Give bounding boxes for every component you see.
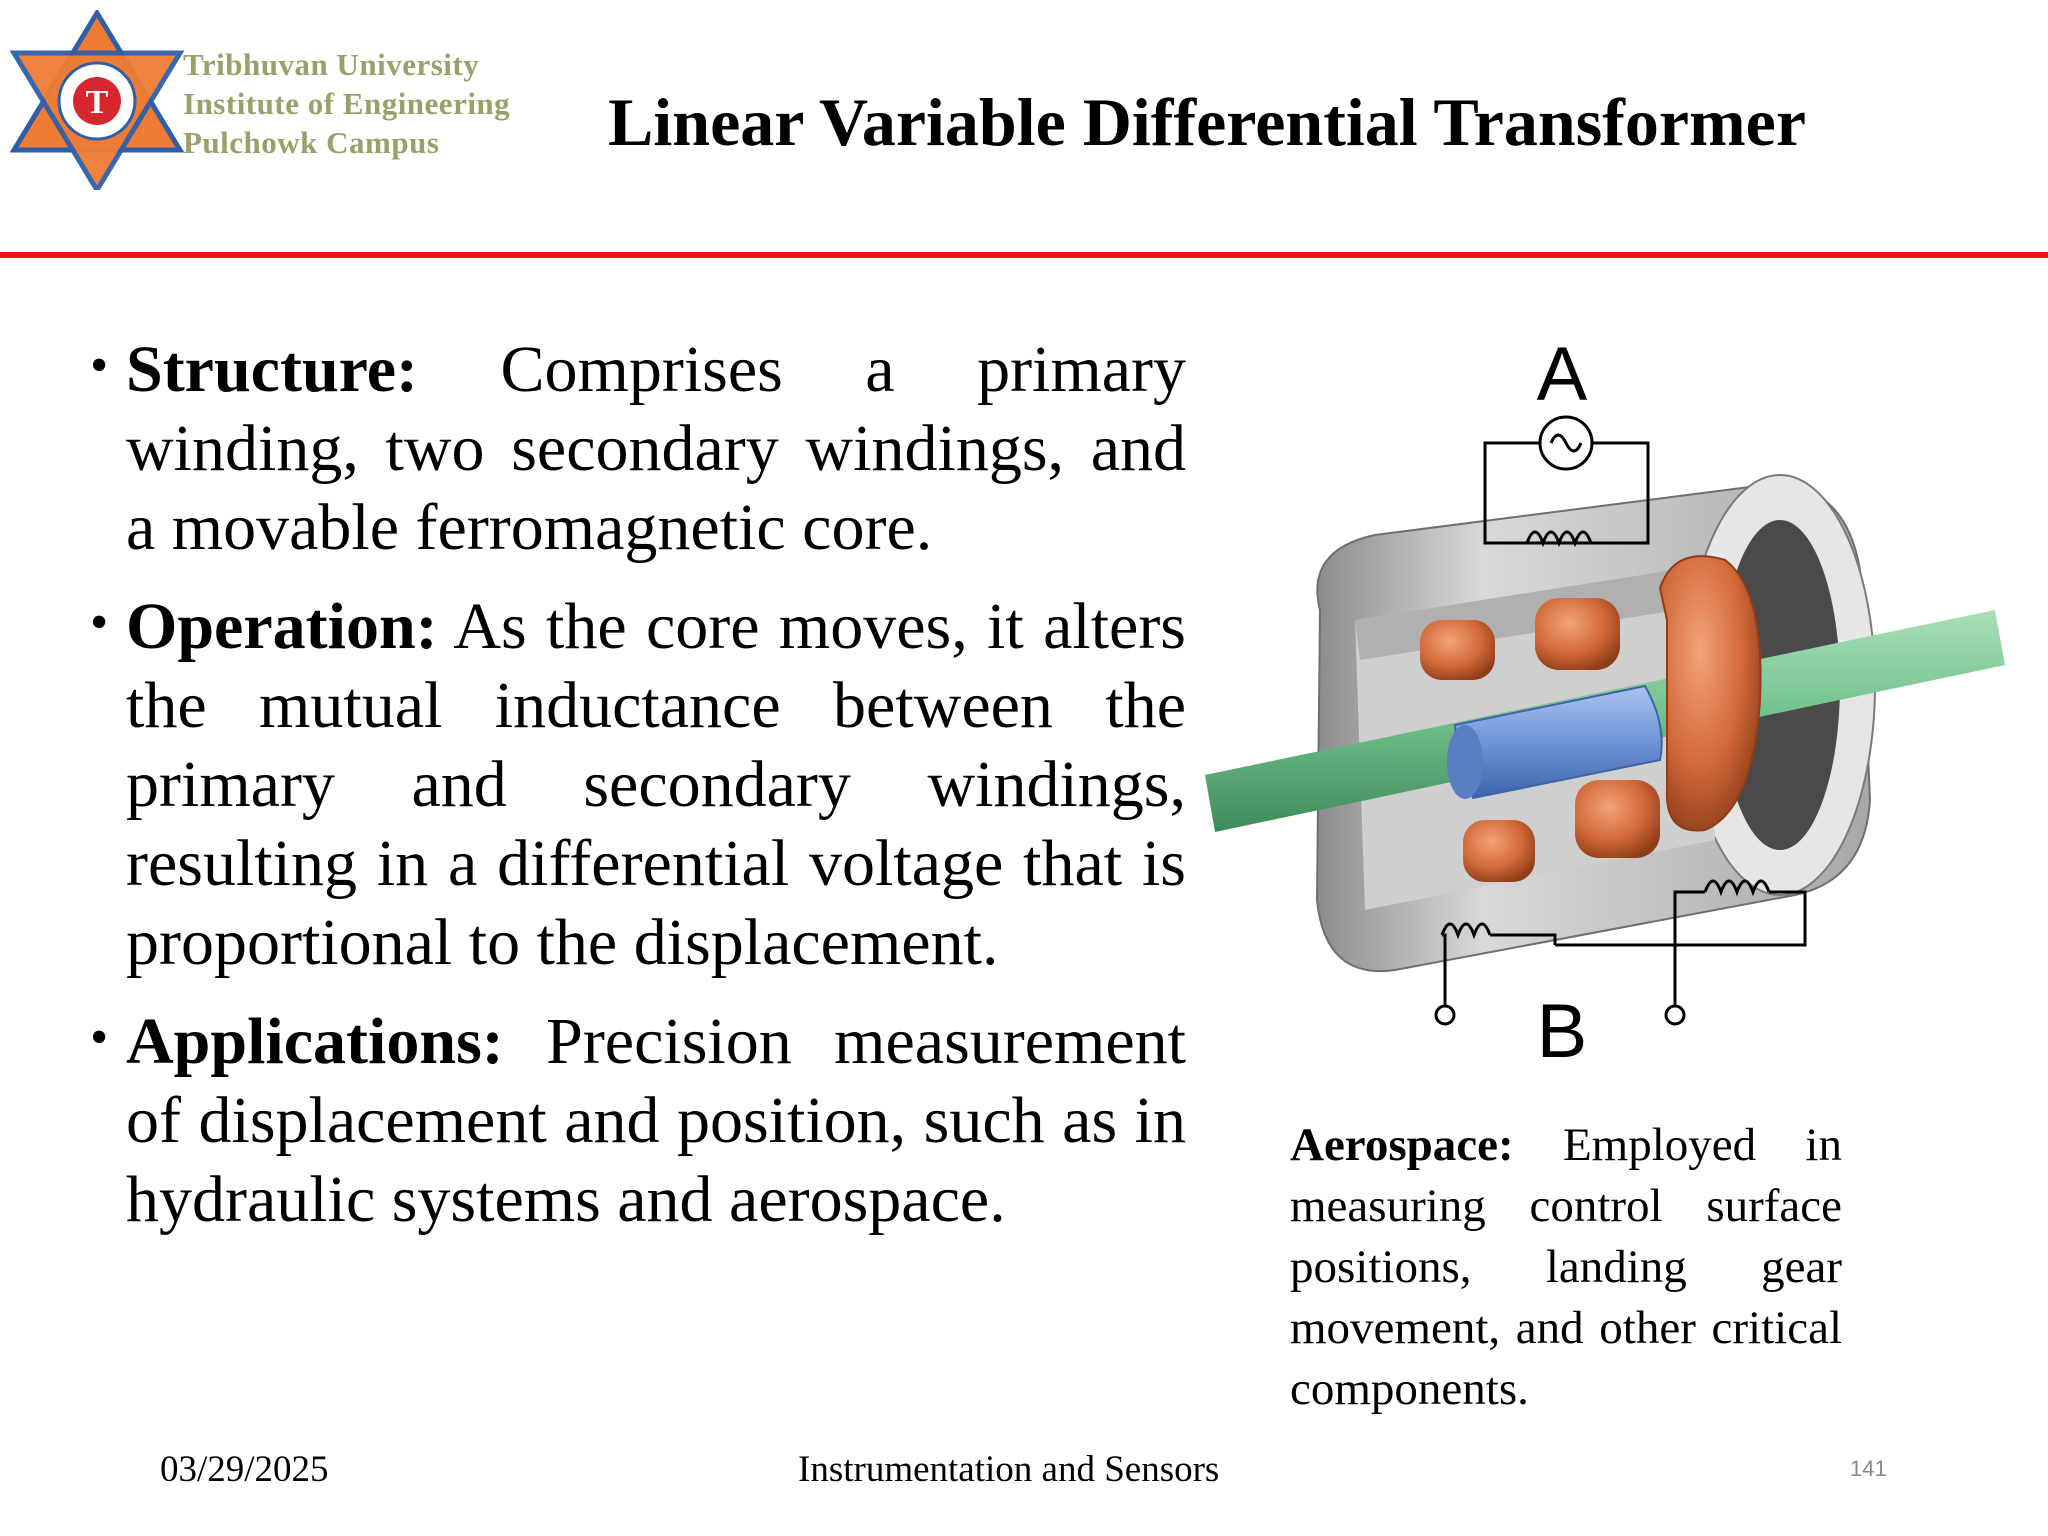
footer-date: 03/29/2025 [160,1449,329,1490]
footer-course-title: Instrumentation and Sensors [798,1449,1220,1490]
bullet-label: Applications: [126,1005,504,1078]
svg-text:T: T [85,84,109,121]
logo-line-university: Tribhuvan University [183,47,480,82]
label-b: B [1536,989,1588,1074]
bullet-text: As the core moves, it alters the mutual inductance between the primary and secondary windings, resulting in a differential voltage that is proportional to the displacement. [126,590,1186,979]
logo-line-institute: Institute of Engineering [183,86,511,121]
university-name [183,45,510,162]
bullet-label: Structure: [126,333,419,406]
bullet-list [88,330,1186,1259]
bullet-structure [88,330,1186,567]
slide-number: 141 [1850,1456,1887,1481]
slide-title: Linear Variable Differential Transformer [608,84,1807,160]
ac-source-icon [1540,417,1592,469]
bullet-label: Operation: [126,590,438,663]
bullet-operation [88,587,1186,982]
lvdt-diagram [1205,320,2005,1080]
bullet-text: Precision measurement of displacement and position, such as in hydraulic systems and aerospace. [126,1005,1186,1236]
aerospace-note [1290,1115,1842,1420]
label-a: A [1536,332,1588,417]
aerospace-text: Employed in measuring control surface positions, landing gear movement, and other critical components. [1290,1119,1842,1415]
institution-logo [10,10,610,195]
university-emblem-icon [10,10,185,190]
aerospace-label: Aerospace: [1290,1119,1514,1171]
bullet-text: Comprises a primary winding, two secondary windings, and a movable ferromagnetic core. [126,333,1186,564]
bullet-applications [88,1002,1186,1239]
header-divider [0,252,2048,258]
logo-line-campus: Pulchowk Campus [183,125,440,160]
